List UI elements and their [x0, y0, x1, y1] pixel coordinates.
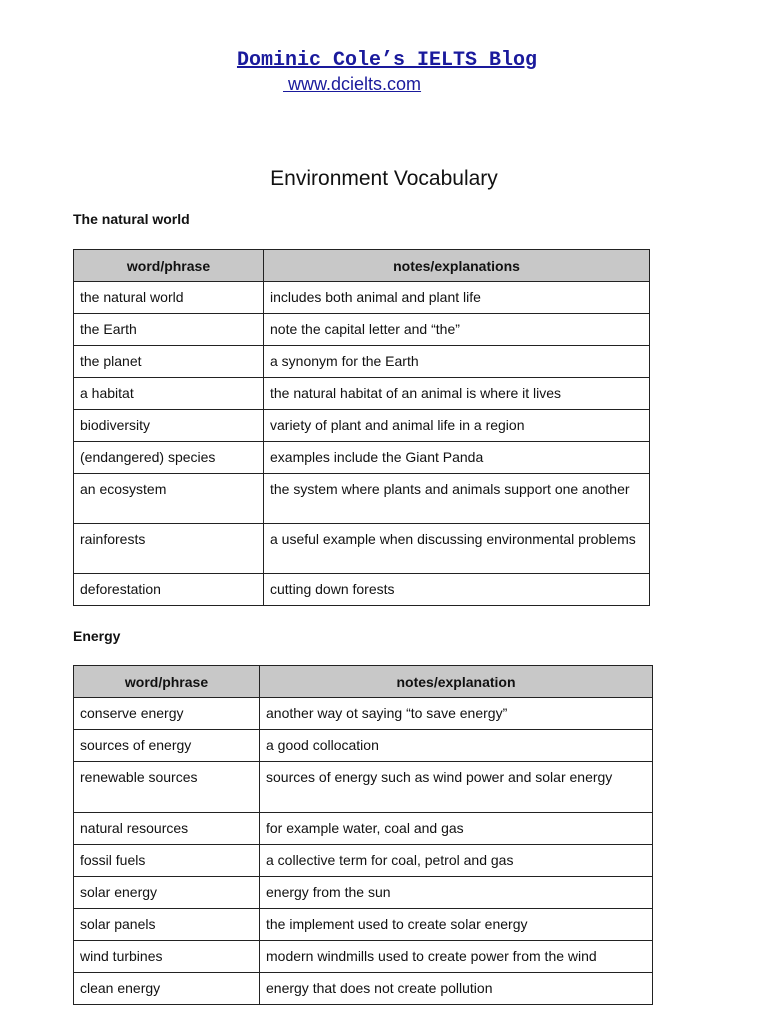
note-cell: the implement used to create solar energy — [260, 909, 653, 941]
column-header: notes/explanations — [264, 250, 650, 282]
table-row — [74, 346, 650, 378]
word-cell: wind turbines — [74, 941, 260, 973]
word-cell: solar energy — [74, 877, 260, 909]
word-cell: sources of energy — [74, 730, 260, 762]
word-cell: an ecosystem — [74, 474, 264, 524]
table-row — [74, 762, 653, 813]
note-cell: sources of energy such as wind power and solar energy — [260, 762, 653, 813]
note-cell: a synonym for the Earth — [264, 346, 650, 378]
note-cell: energy that does not create pollution — [260, 973, 653, 1005]
note-cell: energy from the sun — [260, 877, 653, 909]
word-cell: conserve energy — [74, 698, 260, 730]
note-cell: modern windmills used to create power from the wind — [260, 941, 653, 973]
note-cell: note the capital letter and “the” — [264, 314, 650, 346]
page-title: Environment Vocabulary — [270, 167, 498, 190]
table-row — [74, 877, 653, 909]
word-cell: fossil fuels — [74, 845, 260, 877]
table-row — [74, 282, 650, 314]
table-row — [74, 474, 650, 524]
word-cell: solar panels — [74, 909, 260, 941]
blog-url-link[interactable]: www.dcielts.com — [283, 74, 422, 94]
word-cell: biodiversity — [74, 410, 264, 442]
word-cell: the natural world — [74, 282, 264, 314]
table-row — [74, 524, 650, 574]
word-cell: deforestation — [74, 574, 264, 606]
column-header: word/phrase — [74, 250, 264, 282]
note-cell: cutting down forests — [264, 574, 650, 606]
note-cell: variety of plant and animal life in a region — [264, 410, 650, 442]
note-cell: the system where plants and animals support one another — [264, 474, 650, 524]
table-row — [74, 973, 653, 1005]
table-header-row — [74, 250, 650, 282]
vocab-table-natural-world — [73, 249, 650, 606]
note-cell: examples include the Giant Panda — [264, 442, 650, 474]
word-cell: a habitat — [74, 378, 264, 410]
table-row — [74, 730, 653, 762]
vocab-table-energy — [73, 665, 653, 1005]
section-heading-natural-world: The natural world — [73, 211, 190, 227]
column-header: notes/explanation — [260, 666, 653, 698]
table-header-row — [74, 666, 653, 698]
note-cell: a collective term for coal, petrol and gas — [260, 845, 653, 877]
table-row — [74, 941, 653, 973]
table-row — [74, 410, 650, 442]
word-cell: the Earth — [74, 314, 264, 346]
word-cell: clean energy — [74, 973, 260, 1005]
table-row — [74, 378, 650, 410]
word-cell: natural resources — [74, 813, 260, 845]
table-row — [74, 909, 653, 941]
word-cell: renewable sources — [74, 762, 260, 813]
blog-title-link[interactable]: Dominic Cole’s IELTS Blog — [236, 49, 538, 72]
table-row — [74, 442, 650, 474]
word-cell: rainforests — [74, 524, 264, 574]
table-row — [74, 574, 650, 606]
table-row — [74, 813, 653, 845]
note-cell: a useful example when discussing environmental problems — [264, 524, 650, 574]
table-row — [74, 698, 653, 730]
table-row — [74, 845, 653, 877]
note-cell: for example water, coal and gas — [260, 813, 653, 845]
word-cell: the planet — [74, 346, 264, 378]
note-cell: includes both animal and plant life — [264, 282, 650, 314]
note-cell: the natural habitat of an animal is where it lives — [264, 378, 650, 410]
column-header: word/phrase — [74, 666, 260, 698]
note-cell: a good collocation — [260, 730, 653, 762]
table-row — [74, 314, 650, 346]
word-cell: (endangered) species — [74, 442, 264, 474]
note-cell: another way ot saying “to save energy” — [260, 698, 653, 730]
section-heading-energy: Energy — [73, 628, 121, 644]
